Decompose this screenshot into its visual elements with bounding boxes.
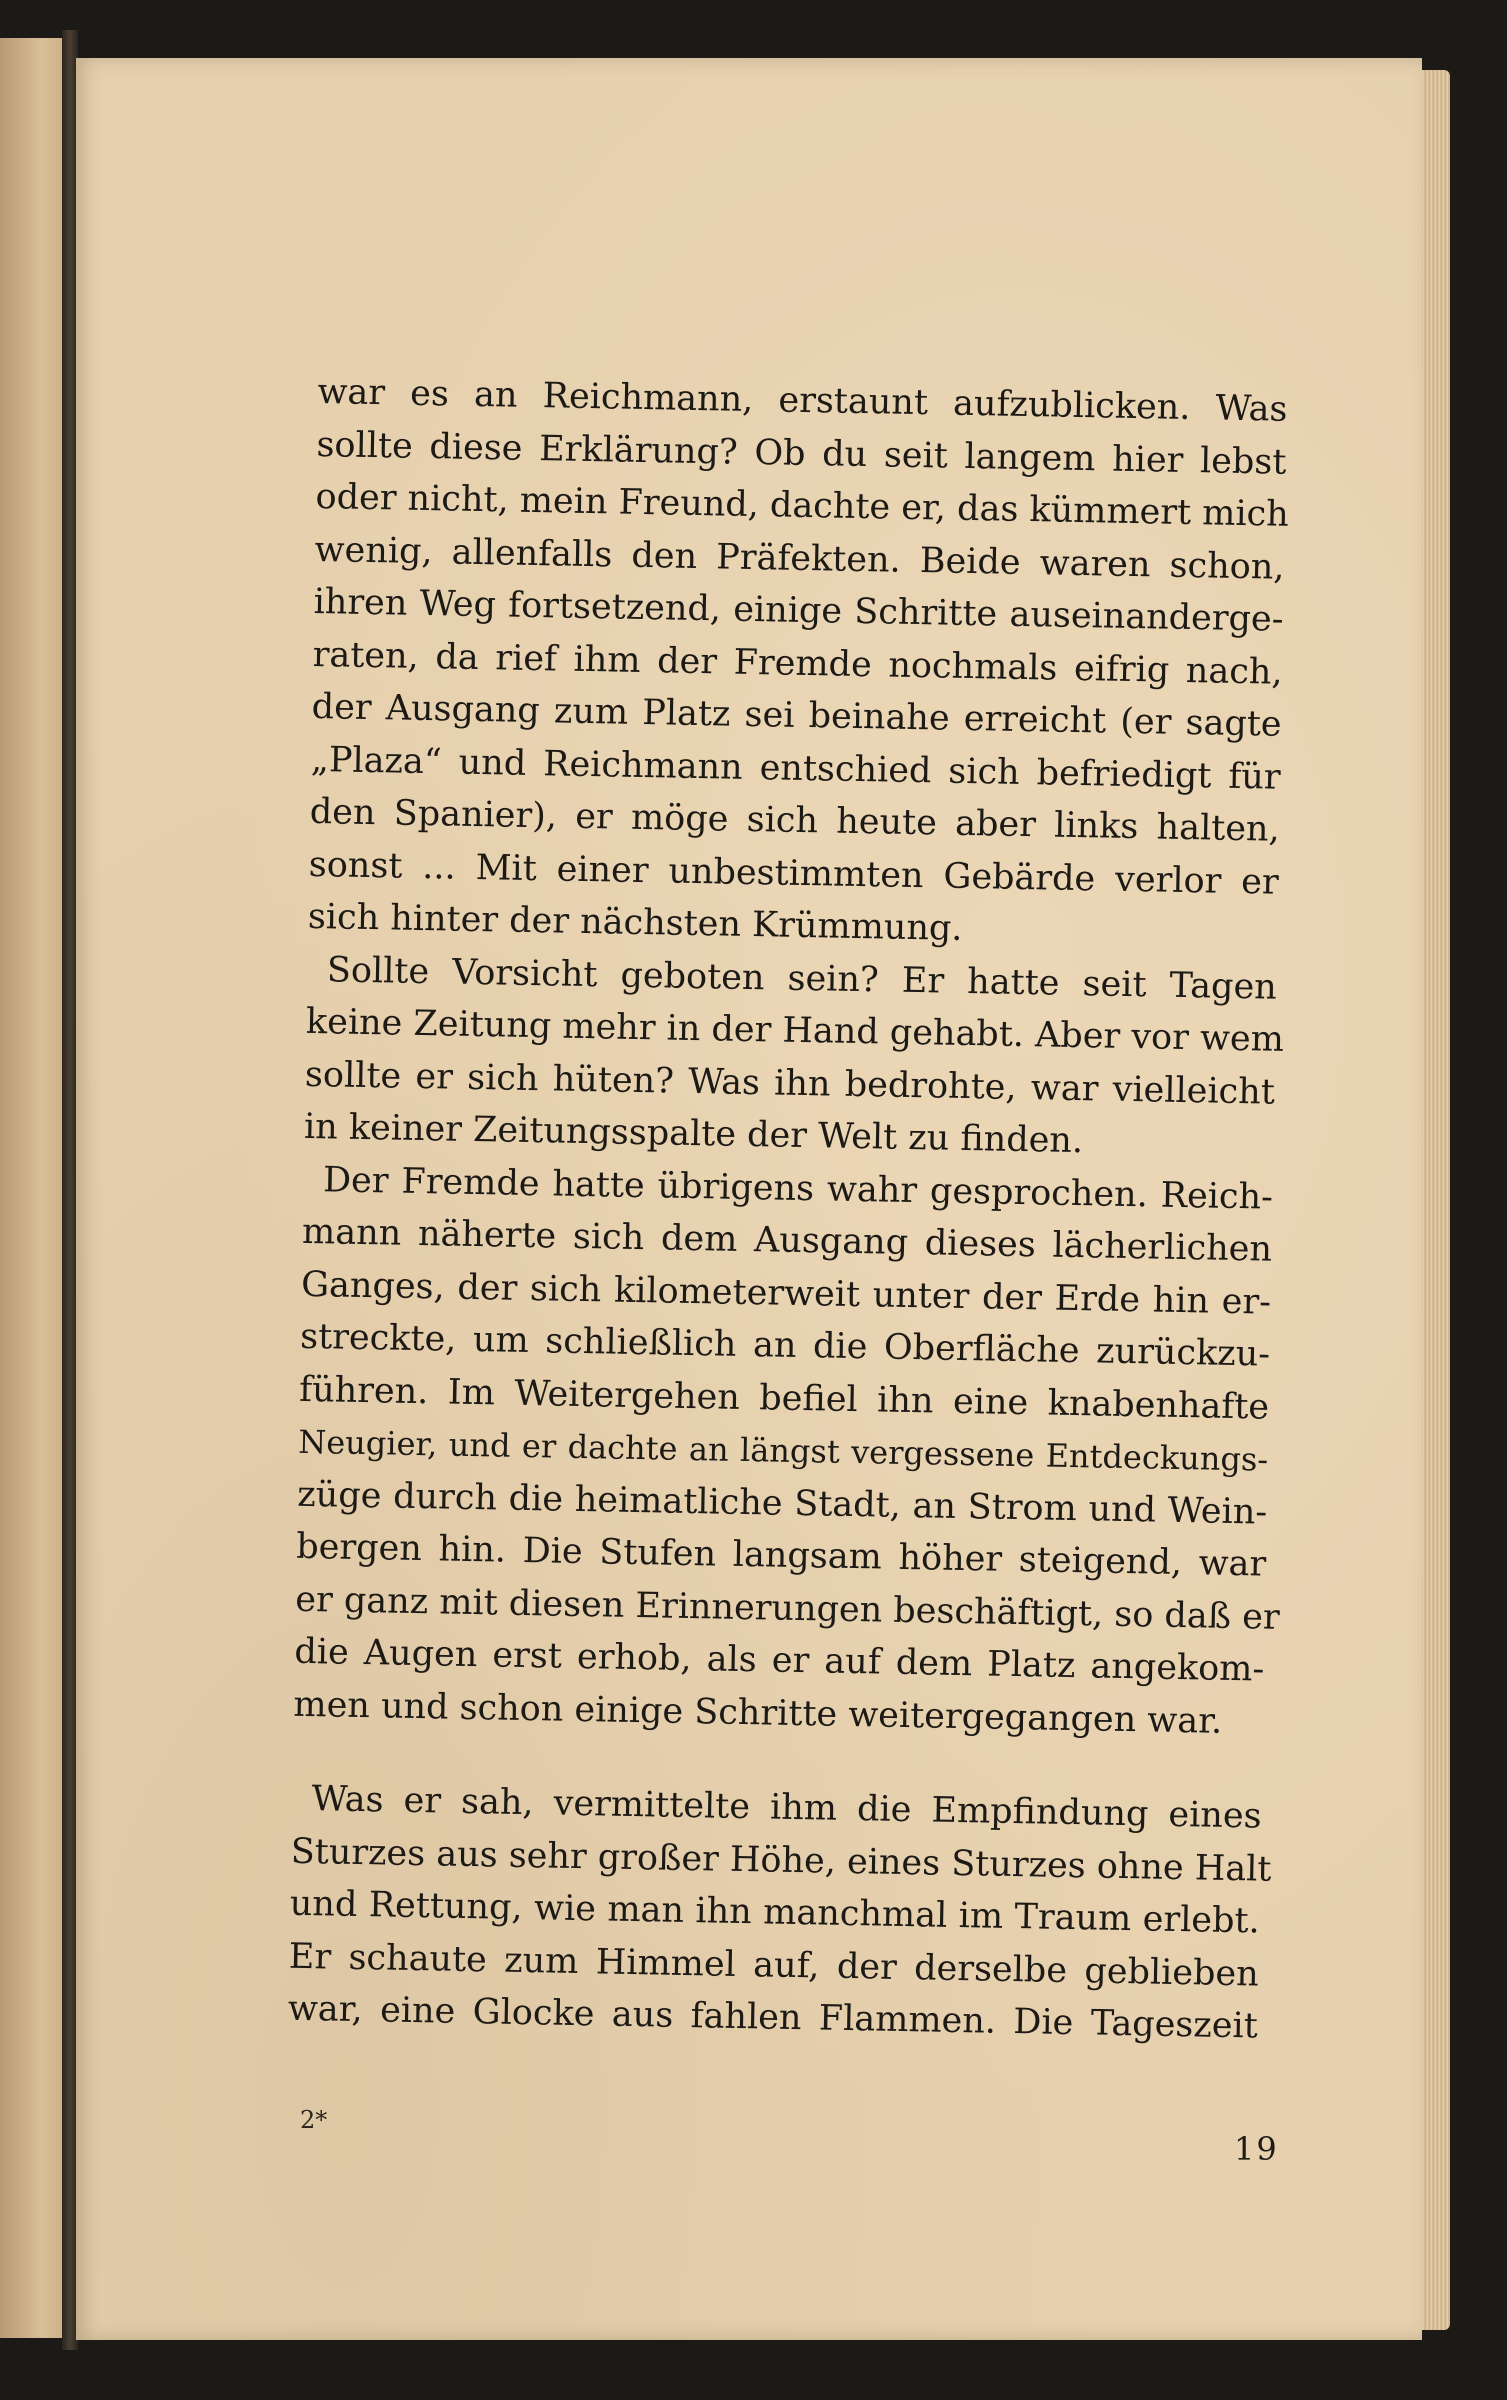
text-line: bergen hin. Die Stufen langsam höher steigend, war bbox=[295, 1526, 1267, 1585]
text-line: in keiner Zeitungsspalte der Welt zu finden. bbox=[303, 1106, 1084, 1162]
text-line: und Rettung, wie man ihn manchmal im Traum erlebt. bbox=[289, 1883, 1261, 1942]
text-line: züge durch die heimatliche Stadt, an Strom und Wein- bbox=[296, 1474, 1268, 1533]
text-line: Der Fremde hatte übrigens wahr gesprochen. Reich- bbox=[322, 1159, 1274, 1218]
text-line: Was er sah, vermittelte ihm die Empfindung eines bbox=[311, 1779, 1262, 1837]
text-line: war, eine Glocke aus fahlen Flammen. Die Tageszeit bbox=[287, 1988, 1259, 2047]
text-line: der Ausgang zum Platz sei beinahe erreicht (er sagte bbox=[311, 686, 1282, 745]
text-line: keine Zeitung mehr in der Hand gehabt. Aber vor wem bbox=[305, 1001, 1285, 1060]
text-line: den Spanier), er möge sich heute aber links halten, bbox=[309, 791, 1281, 850]
text-line: oder nicht, mein Freund, dachte er, das kümmert mich bbox=[315, 476, 1290, 535]
text-line: men und schon einige Schritte weitergegangen war. bbox=[293, 1684, 1223, 1742]
page-text bbox=[287, 366, 1290, 2053]
text-line: Sturzes aus sehr großer Höhe, eines Sturzes ohne Halt bbox=[290, 1831, 1272, 1890]
text-line: streckte, um schließlich an die Oberfläche zurückzu- bbox=[299, 1316, 1271, 1375]
page-number: 19 bbox=[1234, 2130, 1279, 2168]
text-line: Ganges, der sich kilometerweit unter der Erde hin er- bbox=[300, 1264, 1272, 1323]
text-line: sonst ... Mit einer unbestimmten Gebärde verlor er bbox=[308, 844, 1280, 903]
text-line: mann näherte sich dem Ausgang dieses lächerlichen bbox=[301, 1211, 1273, 1270]
text-line: sollte er sich hüten? Was ihn bedrohte, war vielleicht bbox=[304, 1054, 1276, 1113]
text-line: wenig, allenfalls den Präfekten. Beide waren schon, bbox=[314, 529, 1285, 588]
text-line: war es an Reichmann, erstaunt aufzublicken. Was bbox=[317, 371, 1288, 430]
text-line: Er schaute zum Himmel auf, der derselbe geblieben bbox=[288, 1936, 1260, 1995]
text-line: ihren Weg fortsetzend, einige Schritte auseinanderge- bbox=[313, 581, 1284, 640]
text-line: Sollte Vorsicht geboten sein? Er hatte seit Tagen bbox=[326, 949, 1278, 1008]
text-line: Neugier, und er dachte an längst vergessene Entdeckungs- bbox=[297, 1422, 1269, 1479]
text-line: sollte diese Erklärung? Ob du seit langem hier lebst bbox=[316, 424, 1287, 483]
book-page bbox=[76, 58, 1422, 2340]
text-line: raten, da rief ihm der Fremde nochmals eifrig nach, bbox=[312, 634, 1283, 693]
text-line: sich hinter der nächsten Krümmung. bbox=[307, 896, 963, 949]
text-line: die Augen erst erhob, als er auf dem Platz angekom- bbox=[294, 1631, 1265, 1690]
facing-page-edge bbox=[0, 38, 70, 2338]
text-line: führen. Im Weitergehen befiel ihn eine knabenhafte bbox=[298, 1369, 1270, 1428]
text-line: „Plaza“ und Reichmann entschied sich befriedigt für bbox=[310, 739, 1281, 798]
text-line: er ganz mit diesen Erinnerungen beschäftigt, so daß er bbox=[295, 1579, 1281, 1638]
signature-mark: 2* bbox=[300, 2106, 328, 2134]
